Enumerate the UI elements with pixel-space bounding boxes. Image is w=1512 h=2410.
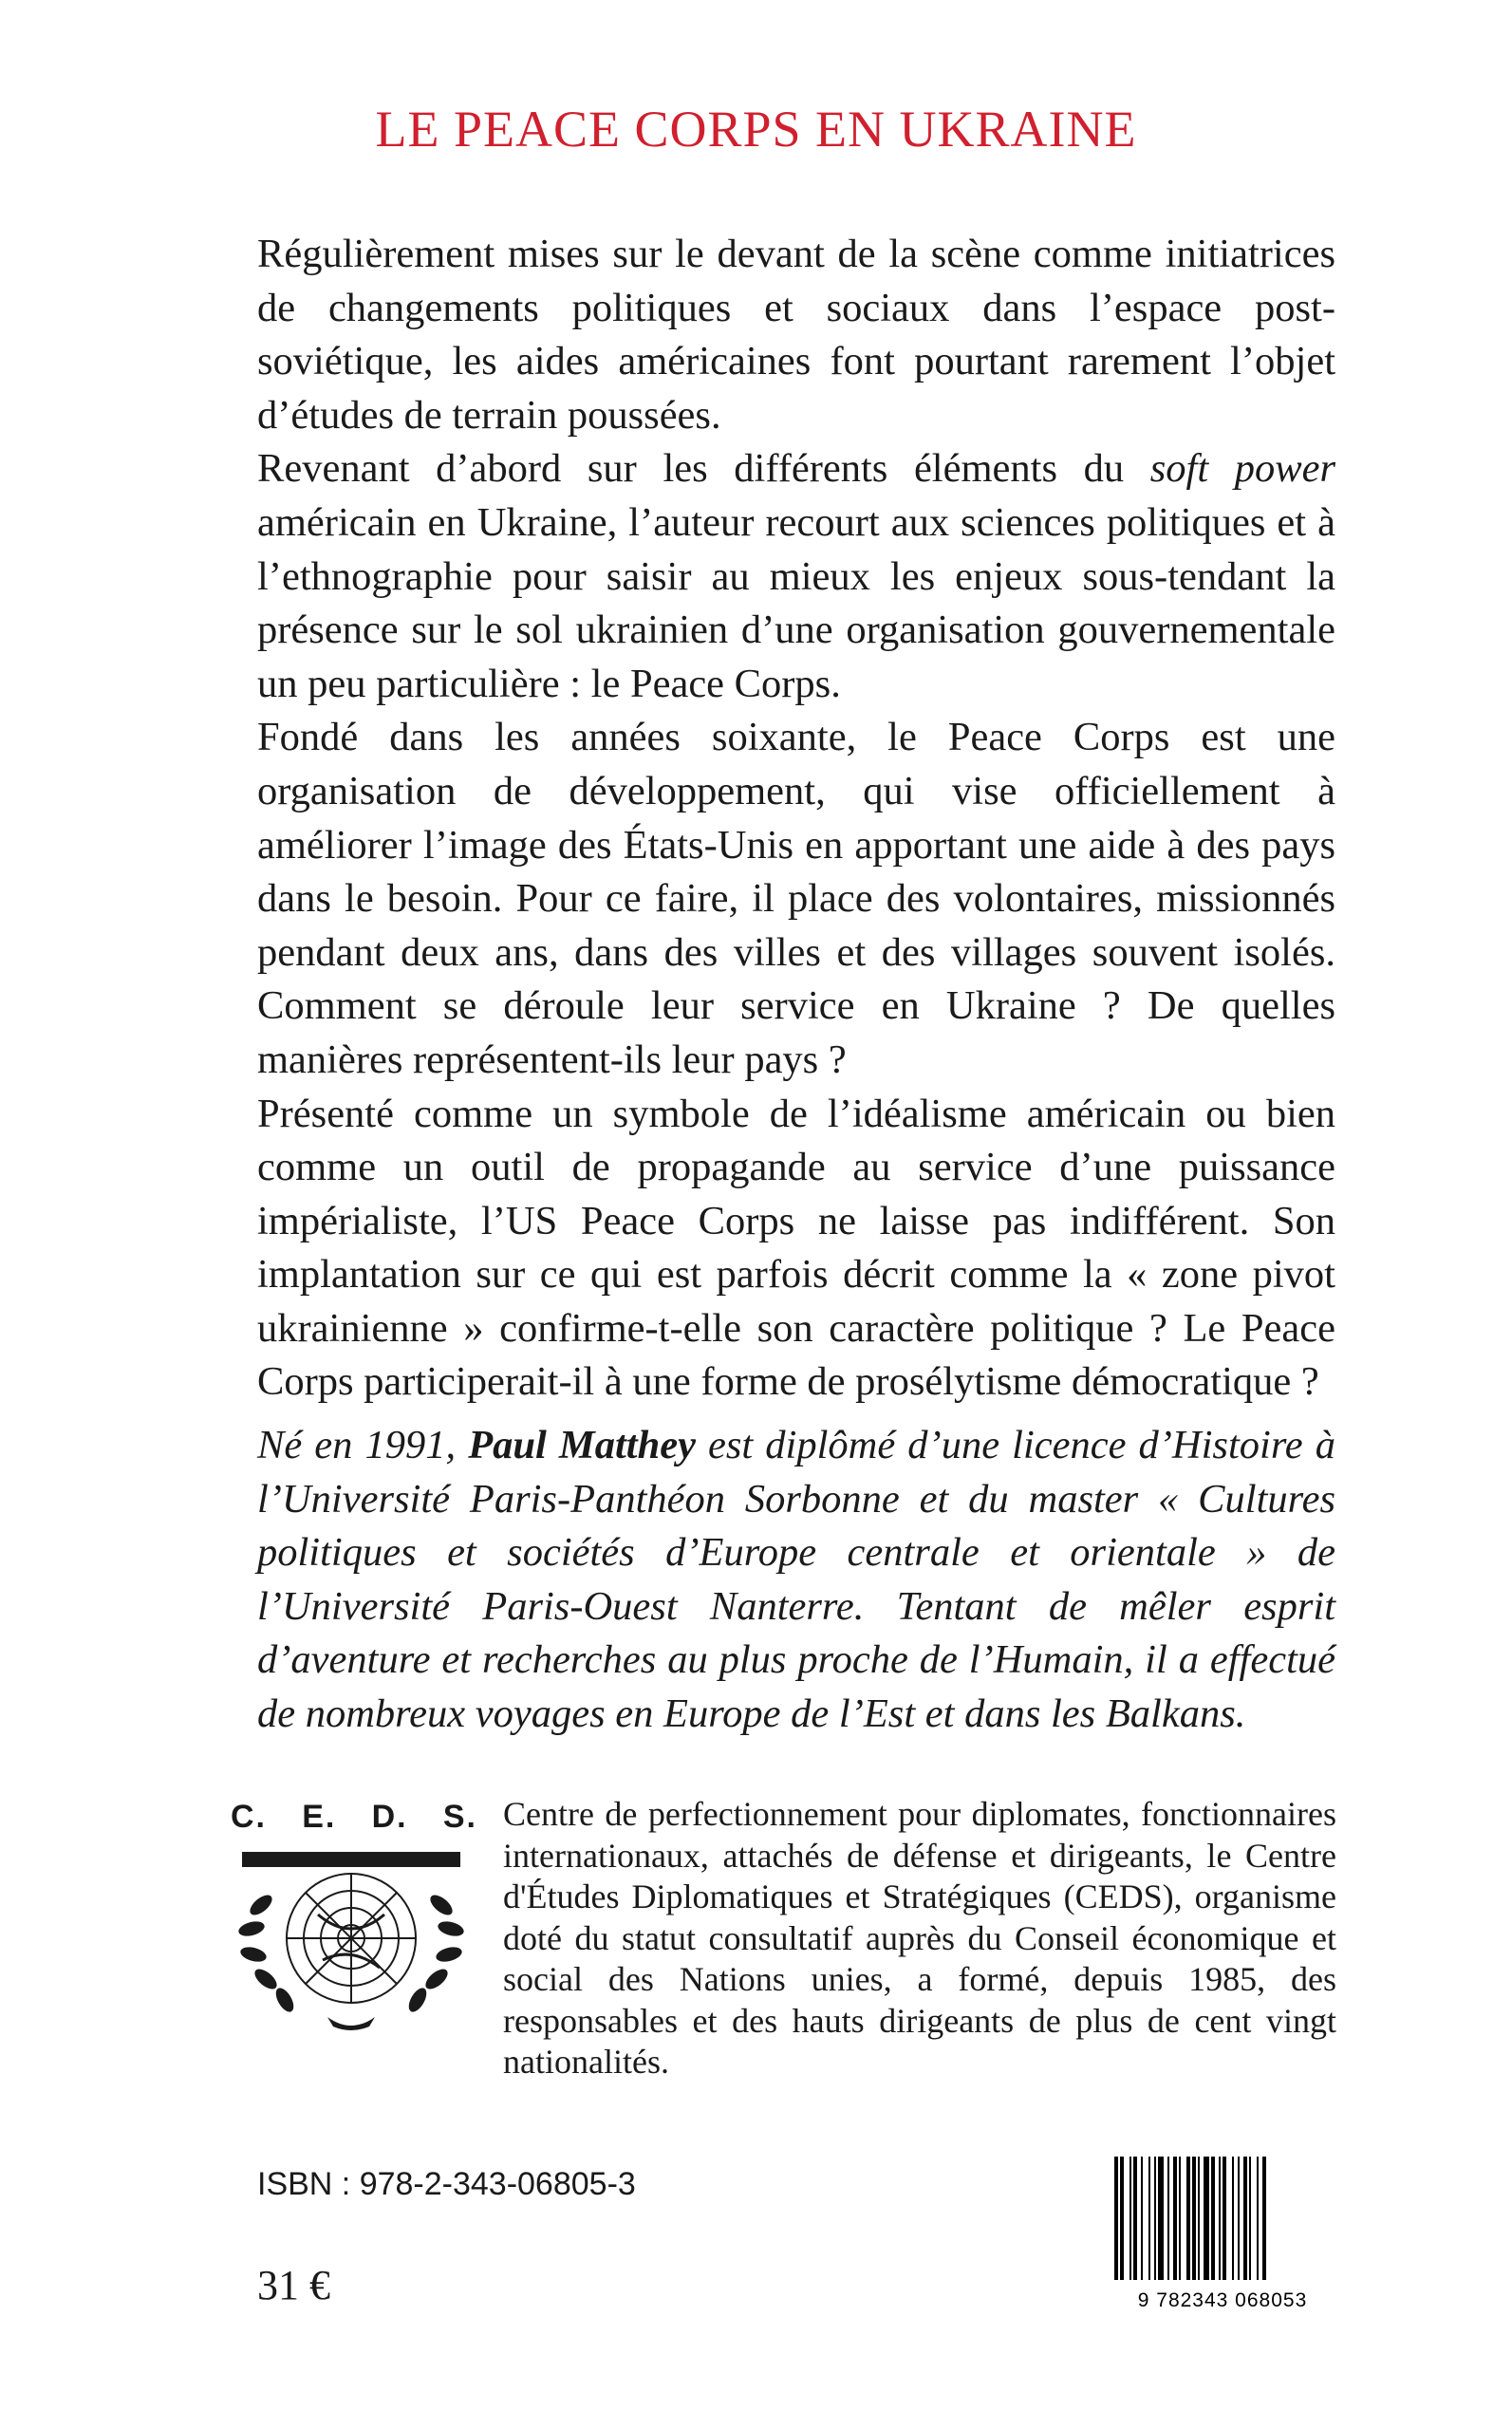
- barcode-bar: [1192, 2157, 1196, 2280]
- logo-letter-d: D.: [371, 1799, 408, 1835]
- logo-letter-e: E.: [302, 1799, 337, 1835]
- barcode-bar: [1257, 2157, 1259, 2280]
- price: 31 €: [257, 2262, 330, 2308]
- ceds-logo-letters: [231, 1799, 477, 1836]
- logo-letter-s: S.: [442, 1799, 477, 1835]
- barcode-bar: [1129, 2157, 1131, 2280]
- barcode-bar: [1243, 2157, 1247, 2280]
- barcode-bar: [1186, 2157, 1190, 2280]
- barcode-bar: [1154, 2157, 1156, 2280]
- barcode-bars: [1114, 2157, 1266, 2280]
- blurb-p2-end: américain en Ukraine, l’auteur recourt aux sciences politiques et à l’ethnographie pour saisir au mieux les enjeux sous-tendant la présence sur le sol ukrainien d’une organisation gouvernementale un peu particulière : le Peace Corps.: [257, 499, 1335, 706]
- blurb-paragraph-4: Présenté comme un symbole de l’idéalisme américain ou bien comme un outil de propagande au service d’une puissance impérialiste, l’US Peace Corps ne laisse pas indifférent. Son implantation sur ce qui est parfois décrit comme la « zone pivot ukrainienne » confirme-t-elle son caractère politique ? Le Peace Corps participerait-il à une forme de prosélytisme démocratique ?: [257, 1091, 1335, 1405]
- barcode-bar: [1223, 2157, 1226, 2280]
- ceds-description: Centre de perfectionnement pour diplomates, fonctionnaires internationaux, attachés de défense et dirigeants, le Centre d'Études Diplomatiques et Stratégiques (CEDS), organisme doté du statut consultatif auprès du Conseil économique et social des Nations unies, a formé, depuis 1985, des responsables et des hauts dirigeants de plus de cent vingt nationalités.: [503, 1795, 1336, 2081]
- author-name: Paul Matthey: [468, 1423, 696, 1467]
- author-bio: [257, 1419, 1335, 1742]
- logo-letter-c: C.: [231, 1799, 267, 1835]
- barcode-bar: [1204, 2157, 1209, 2280]
- barcode-bar: [1262, 2157, 1266, 2280]
- barcode-digits: 9 782343 068053: [1137, 2289, 1308, 2311]
- blurb-paragraph-3: Fondé dans les années soixante, le Peace Corps est une organisation de développement, qui vise officiellement à améliorer l’image des États-Unis en apportant une aide à des pays dans le besoin. Pour ce faire, il place des volontaires, missionnés pendant deux ans, dans des villes et des villages souvent isolés. Comment se déroule leur service en Ukraine ? De quelles manières représentent-ils leur pays ?: [257, 715, 1335, 1082]
- barcode-bar: [1114, 2157, 1118, 2280]
- blurb-p2-start: Revenant d’abord sur les différents éléments du: [257, 446, 1150, 492]
- blurb-paragraph-1: Régulièrement mises sur le devant de la scène comme initiatrices de changements politiques et sociaux dans l’espace post-soviétique, les aides américaines font pourtant rarement l’objet d’études de terrain poussées.: [257, 232, 1335, 438]
- bio-start: Né en 1991,: [257, 1423, 469, 1467]
- barcode-bar: [1219, 2157, 1221, 2280]
- barcode-bar: [1249, 2157, 1251, 2280]
- blurb-p2-italic-term: soft power: [1149, 446, 1336, 492]
- ceds-logo: [223, 1799, 479, 2046]
- book-blurb: [257, 228, 1335, 1410]
- barcode-bar: [1173, 2157, 1177, 2280]
- barcode-bar: [1198, 2157, 1200, 2280]
- barcode-bar: [1179, 2157, 1181, 2280]
- blurb-paragraph-2: [257, 442, 1335, 711]
- bio-rest: est diplômé d’une licence d’Histoire à l’Université Paris-Panthéon Sorbonne et du master « Cultures politiques et sociétés d’Europe centrale et orientale » de l’Université Paris-Ouest Nanterre. Tentant de mêler esprit d’aventure et recherches au plus proche de l’Humain, il a effectué de nombreux voyages en Europe de l’Est et dans les Balkans.: [257, 1423, 1335, 1736]
- barcode-bar: [1141, 2157, 1143, 2280]
- barcode-bar: [1238, 2157, 1240, 2280]
- barcode-bar: [1158, 2157, 1164, 2280]
- barcode-bar: [1232, 2157, 1234, 2280]
- barcode-bar: [1120, 2157, 1124, 2280]
- globe-laurel-emblem: [223, 1848, 479, 2043]
- barcode-bar: [1133, 2157, 1137, 2280]
- isbn: ISBN : 978-2-343-06805-3: [257, 2166, 636, 2202]
- barcode-bar: [1148, 2157, 1150, 2280]
- barcode-bar: [1167, 2157, 1169, 2280]
- barcode: [1109, 2153, 1336, 2312]
- book-title: LE PEACE CORPS EN UKRAINE: [375, 101, 1137, 158]
- barcode-bar: [1211, 2157, 1215, 2280]
